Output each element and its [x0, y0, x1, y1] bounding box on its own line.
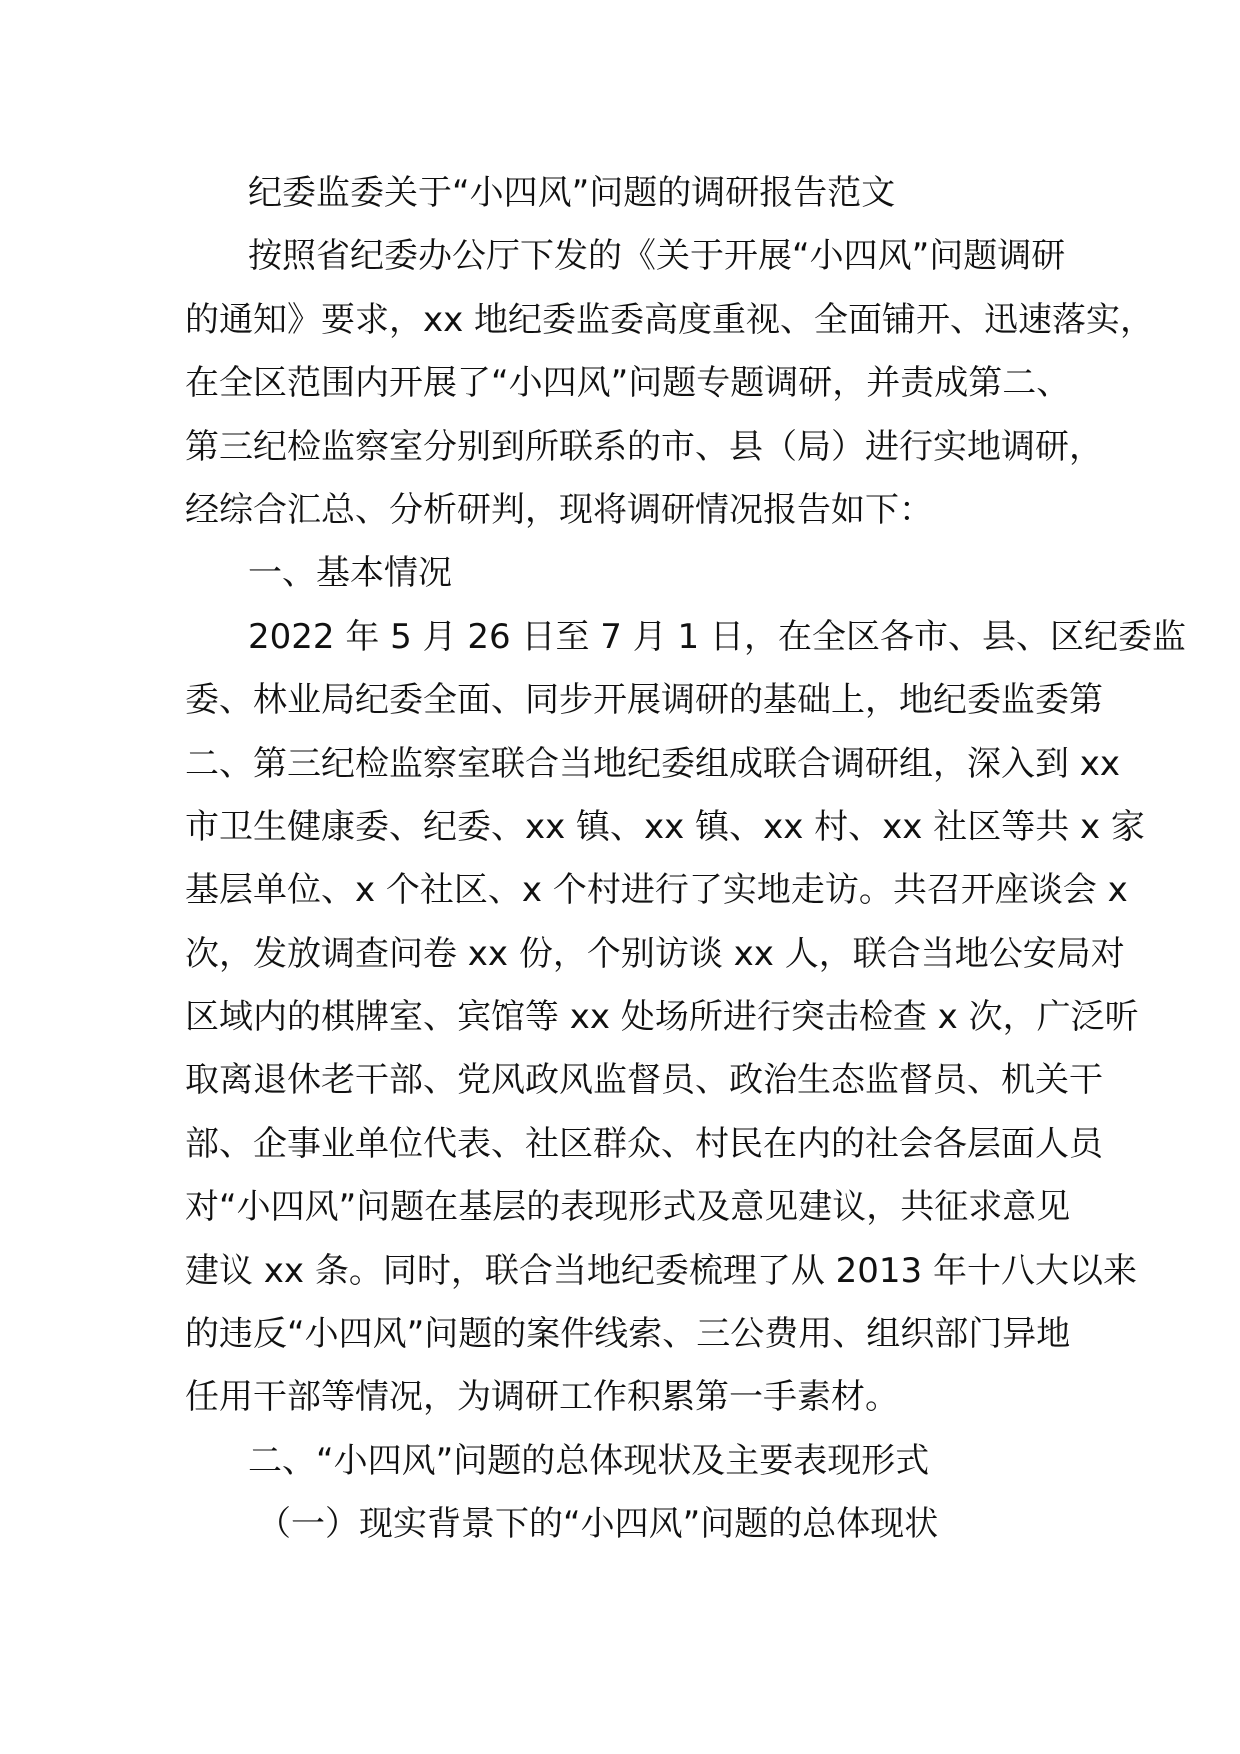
paragraph-basic-line-3: 二、第三纪检监察室联合当地纪委组成联合调研组，深入到 xx [185, 743, 1121, 784]
paragraph-intro-line-5: 经综合汇总、分析研判，现将调研情况报告如下： [185, 489, 933, 530]
paragraph-basic-line-2: 委、林业局纪委全面、同步开展调研的基础上，地纪委监委第 [185, 680, 1103, 721]
paragraph-basic-line-6: 次，发放调查问卷 xx 份，个别访谈 xx 人，联合当地公安局对 [185, 933, 1125, 974]
section-heading-1: 一、基本情况 [248, 553, 452, 594]
document-body [185, 162, 1186, 1557]
paragraph-basic-line-1: 2022 年 5 月 26 日至 7 月 1 日，在全区各市、县、区纪委监 [248, 616, 1186, 657]
paragraph-intro-line-3: 在全区范围内开展了“小四风”问题专题调研，并责成第二、 [185, 363, 1071, 404]
paragraph-basic-line-11: 建议 xx 条。同时，联合当地纪委梳理了从 2013 年十八大以来 [185, 1250, 1137, 1291]
paragraph-basic-line-7: 区域内的棋牌室、宾馆等 xx 处场所进行突击检查 x 次，广泛听 [185, 997, 1139, 1038]
paragraph-basic-line-5: 基层单位、x 个社区、x 个村进行了实地走访。共召开座谈会 x [185, 870, 1128, 911]
paragraph-intro-line-4: 第三纪检监察室分别到所联系的市、县（局）进行实地调研， [185, 426, 1103, 467]
paragraph-intro-line-2: 的通知》要求，xx 地纪委监委高度重视、全面铺开、迅速落实， [185, 299, 1155, 340]
paragraph-basic-line-4: 市卫生健康委、纪委、xx 镇、xx 镇、xx 村、xx 社区等共 x 家 [185, 806, 1145, 847]
section-heading-2: 二、“小四风”问题的总体现状及主要表现形式 [248, 1440, 930, 1481]
paragraph-basic-line-12: 的违反“小四风”问题的案件线索、三公费用、组织部门异地 [185, 1314, 1071, 1355]
document-title: 纪委监委关于“小四风”问题的调研报告范文 [248, 173, 896, 213]
paragraph-intro-line-1: 按照省纪委办公厅下发的《关于开展“小四风”问题调研 [248, 236, 1066, 277]
paragraph-basic-line-9: 部、企事业单位代表、社区群众、村民在内的社会各层面人员 [185, 1123, 1103, 1164]
paragraph-basic-line-8: 取离退休老干部、党风政风监督员、政治生态监督员、机关干 [185, 1060, 1103, 1101]
paragraph-basic-line-13: 任用干部等情况，为调研工作积累第一手素材。 [185, 1377, 899, 1418]
subsection-heading-1: （一）现实背景下的“小四风”问题的总体现状 [257, 1504, 939, 1545]
paragraph-basic-line-10: 对“小四风”问题在基层的表现形式及意见建议，共征求意见 [185, 1187, 1071, 1228]
